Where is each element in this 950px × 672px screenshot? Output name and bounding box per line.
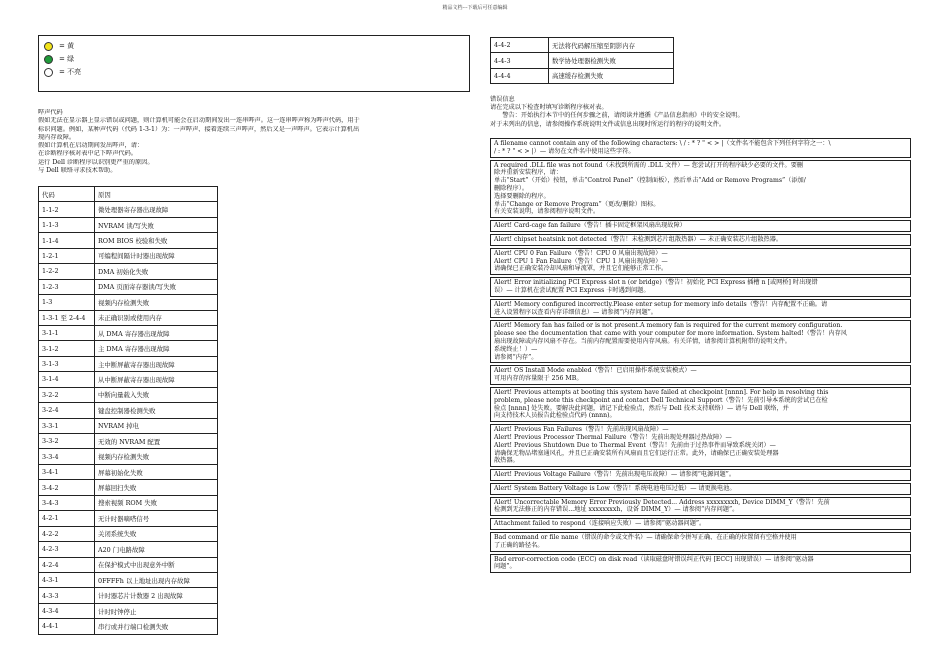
cause-cell: DMA 页面寄存器读/写失败 (95, 279, 218, 294)
error-message-line: Bad error-correction code (ECC) on disk read（读取磁盘时错误纠正代码 [ECC] 出现错误）— 请参阅“驱动器 (494, 555, 814, 563)
cause-cell: 高速缓存检测失败 (549, 68, 674, 83)
code-cell: 3-1-2 (39, 341, 95, 356)
code-cell: 3-2-2 (39, 387, 95, 402)
cause-cell: 0FFFFh 以上地址出现内存故障 (95, 572, 218, 587)
error-message-line: 问题”。 (494, 563, 516, 571)
cause-cell: 视频内存检测失败 (95, 449, 218, 464)
code-cell: 3-1-3 (39, 356, 95, 371)
cause-cell: 中断向量载入失败 (95, 387, 218, 402)
paragraph-line: 对于未列出的信息，请参阅操作系统说明文件或信息出现时所运行的程序的说明文件。 (490, 120, 726, 128)
beep-code-table-continued (490, 37, 674, 84)
error-message-line: 可用内存的容量限于 256 MB。 (494, 375, 583, 383)
error-messages-intro (490, 96, 910, 129)
beep-code-intro (38, 109, 478, 175)
cause-cell: 视频内存检测失败 (95, 295, 218, 310)
table-row (39, 310, 218, 325)
code-cell: 4-4-1 (39, 619, 95, 634)
legend-label: = 不亮 (59, 68, 82, 76)
error-message-line: 验点 [nnnn] 处失败。要解决此问题，请记下此检验点，然后与 Dell 技术支持联络）— 请与 Dell 联络，并 (494, 404, 789, 412)
error-message-line: / : * ? " < > |）— 请勿在文件名中使用这些字符。 (494, 147, 635, 155)
error-message-entry (490, 483, 911, 495)
table-row (39, 572, 218, 587)
table-row (39, 619, 218, 634)
table-row (39, 495, 218, 510)
code-cell: 3-2-4 (39, 403, 95, 418)
error-message-line: 除并重新安装程序，请： (494, 169, 563, 177)
code-cell: 4-3-4 (39, 603, 95, 618)
code-cell: 4-4-4 (491, 68, 549, 83)
table-row (39, 557, 218, 572)
table-row (39, 217, 218, 232)
cause-cell: 从中断屏蔽寄存器出现故障 (95, 372, 218, 387)
error-message-line: 扇出现故障或内存风扇不存在。当前内存配置需要使用内存风扇。有关详情，请参阅计算机附带的说明文件。 (494, 337, 791, 345)
paragraph-line: 运行 Dell 诊断程序以识别更严重的原因。 (38, 158, 154, 166)
code-cell: 3-3-1 (39, 418, 95, 433)
legend-label: = 绿 (59, 55, 75, 63)
code-cell: 4-3-1 (39, 572, 95, 587)
error-message-line: Alert! Card-cage fan failure（警告！插卡固定框架风扇出现故障） (494, 222, 686, 230)
table-row (39, 403, 218, 418)
cause-cell: 主中断屏蔽寄存器出现故障 (95, 356, 218, 371)
error-message-line: Alert! Previous Shutdown Due to Thermal Event（警告！先前由于过热事件而导致系统关闭）— (494, 441, 776, 449)
code-cell: 3-4-1 (39, 464, 95, 479)
error-message-entry (490, 387, 911, 422)
code-cell: 3-4-3 (39, 495, 95, 510)
cause-cell: 无计时器嘀嗒信号 (95, 511, 218, 526)
table-row (39, 279, 218, 294)
error-message-entry (490, 220, 911, 232)
error-message-line: Alert! Memory fan has failed or is not present.A memory fan is required for the current memory configuration. (494, 322, 843, 330)
table-row (39, 526, 218, 541)
cause-cell: 数学协处理器检测失败 (549, 53, 674, 68)
error-message-entry (490, 424, 911, 467)
error-message-entry (490, 299, 911, 319)
cause-cell: A20 门电路故障 (95, 542, 218, 557)
code-cell: 1-1-3 (39, 217, 95, 232)
error-message-line: Alert! Previous attempts at booting this system have failed at checkpoint [nnnn]. For help in resolving this (494, 388, 829, 396)
code-cell: 1-2-3 (39, 279, 95, 294)
code-cell: 1-2-2 (39, 264, 95, 279)
code-cell: 1-1-2 (39, 202, 95, 217)
table-row (39, 248, 218, 263)
error-message-line: Attachment failed to respond（连接响应失败）— 请参阅“驱动器问题”。 (494, 520, 706, 528)
code-cell: 4-2-3 (39, 542, 95, 557)
table-row (39, 325, 218, 340)
paragraph-line: 警告：开始执行本节中的任何步骤之前，请阅读并遵循《产品信息指南》中的安全说明。 (490, 112, 744, 120)
error-message-line: 请参阅“内存”。 (494, 353, 538, 361)
table-row (39, 387, 218, 402)
table-row (39, 434, 218, 449)
code-cell: 代码 (39, 187, 95, 202)
error-message-entry (490, 160, 911, 219)
cause-cell: 未正确识别或使用内存 (95, 310, 218, 325)
error-message-line: Alert! CPU 0 Fan Failure（警告！CPU 0 风扇出现故障）— (494, 249, 668, 257)
error-message-entry (490, 248, 911, 275)
error-message-entry (490, 320, 911, 363)
code-cell: 1-1-4 (39, 233, 95, 248)
paragraph-line: 标识问题。例如，某种声代码（代码 1-3-1）为：一声哔声、接着连续三声哔声，然后又是一声哔声。它表示计算机出 (38, 125, 360, 133)
error-message-entry (490, 497, 911, 517)
error-message-line: Alert! Error initializing PCI Express slot n (or bridge)（警告！初始化 PCI Express 插槽 n [或网桥] 时出现错 (494, 279, 818, 287)
cause-cell: 从 DMA 寄存器出现故障 (95, 325, 218, 340)
cause-cell: 屏幕初始化失败 (95, 464, 218, 479)
error-message-line: Alert! chipset heatsink not detected（警告！未检测到芯片组散热器）— 未正确安装芯片组散热器。 (494, 235, 783, 243)
table-row (39, 511, 218, 526)
table-row (39, 542, 218, 557)
error-message-entry (490, 469, 911, 481)
error-message-line: 删除程序）。 (494, 184, 529, 192)
error-message-entry (490, 532, 911, 552)
error-message-line: 向支持技术人员报告此检验点代码 (nnnn)。 (494, 412, 616, 420)
error-message-line: 散热器。 (494, 457, 519, 465)
cause-cell: 无效的 NVRAM 配置 (95, 434, 218, 449)
table-row (39, 449, 218, 464)
cause-cell: 计时时钟停止 (95, 603, 218, 618)
paragraph-line: 请在完成以下检查时填写诊断程序核对表。 (490, 104, 608, 112)
beep-code-table (38, 186, 218, 635)
error-message-line: Alert! System Battery Voltage is Low（警告！系统电池电压过低）— 请更换电池。 (494, 484, 736, 492)
paragraph-line: 错误信息 (490, 96, 515, 103)
error-message-line: Alert! Previous Fan Failures（警告！先前出现风扇故障）— (494, 426, 669, 434)
error-message-line: Alert! OS Install Mode enabled（警告！已启用操作系统安装模式）— (494, 367, 697, 375)
cause-cell: NVRAM 读/写失败 (95, 217, 218, 232)
error-message-line: 单击“Start”（开始）按钮，单击“Control Panel”（控制面板），然后单击“Add or Remove Programs”（添加/ (494, 177, 806, 185)
cause-cell: 计时器芯片计数器 2 出现故障 (95, 588, 218, 603)
table-row (39, 341, 218, 356)
cause-cell: 串行或并行端口检测失败 (95, 619, 218, 634)
table-row (39, 295, 218, 310)
cause-cell: 搜索视频 ROM 失败 (95, 495, 218, 510)
cause-cell: NVRAM 掉电 (95, 418, 218, 433)
error-message-line: 进入设置程序以查看内存详细信息）— 请参阅“内存问题”。 (494, 308, 657, 316)
legend-label: = 黄 (59, 42, 75, 50)
table-header-row (39, 187, 218, 202)
yellow-led-icon (44, 42, 53, 51)
paragraph-line: 现内存故障。 (38, 133, 76, 141)
table-row (39, 603, 218, 618)
paragraph-line: 哔声代码 (38, 109, 63, 116)
error-message-entry (490, 234, 911, 246)
code-cell: 3-1-1 (39, 325, 95, 340)
error-message-line: 请确保已正确安装冷却风扇和导流罩，并且它们能够正常工作。 (494, 265, 668, 273)
code-cell: 1-3 (39, 295, 95, 310)
error-message-entry (490, 554, 911, 574)
paragraph-line: 与 Dell 联络寻求技术帮助。 (38, 167, 117, 175)
table-row (39, 480, 218, 495)
table-row (39, 202, 218, 217)
error-message-line: 有关安装说明，请参阅程序说明文件。 (494, 208, 600, 216)
error-message-line: 检测到无法修正的内存错误...地址 xxxxxxxxh，设备 DIMM_Y）— 请参阅“内存问题”。 (494, 506, 739, 514)
error-message-line: Alert! CPU 1 Fan Failure（警告！CPU 1 风扇出现故障）— (494, 257, 668, 265)
code-cell: 3-3-2 (39, 434, 95, 449)
legend-yellow (44, 40, 74, 52)
error-message-line: 了正确的路径名。 (494, 541, 544, 549)
error-message-line: 选择要删除的程序。 (494, 192, 550, 200)
table-row (491, 68, 674, 83)
error-message-line: 请确保无物品堵塞通风孔，并且已正确安装所有风扇而且它们运行正常。此外，请确保已正确安装处理器 (494, 449, 779, 457)
cause-cell: ROM BIOS 校验和失败 (95, 233, 218, 248)
cause-cell: 原因 (95, 187, 218, 202)
table-row (39, 588, 218, 603)
error-message-line: please see the documentation that came with your computer for more information. System halted!（警告！内存风 (494, 330, 847, 338)
error-message-line: 单击“Change or Remove Program”（更改/删除）图标。 (494, 200, 660, 208)
cause-cell: 屏幕回扫失败 (95, 480, 218, 495)
cause-cell: 微处理器寄存器出现故障 (95, 202, 218, 217)
code-cell: 4-4-3 (491, 53, 549, 68)
page-header: 精品文档---下载后可任意编辑 (442, 5, 508, 11)
paragraph-line: 假如无法在显示器上显示错误或问题，则计算机可能会在启动期间发出一连串哔声。这一连串哔声称为哔声代码，用于 (38, 117, 360, 125)
code-cell: 4-2-2 (39, 526, 95, 541)
table-row (491, 53, 674, 68)
table-row (39, 418, 218, 433)
error-message-line: problem, please note this checkpoint and contact Dell Technical Support（警告！先前引导本系统的尝试已在检 (494, 396, 828, 404)
code-cell: 4-2-4 (39, 557, 95, 572)
error-message-line: 误）— 计算机在尝试配置 PCI Express 卡时遇到问题。 (494, 286, 650, 294)
error-message-list (490, 138, 911, 575)
table-row (39, 233, 218, 248)
error-message-line: Alert! Memory configured incorrectly.Please enter setup for memory info details（警告！内存配置不正确。请 (494, 300, 828, 308)
paragraph-line: 在诊断程序核对表中记下哔声代码。 (38, 150, 137, 158)
code-cell: 4-3-3 (39, 588, 95, 603)
error-message-line: 系统终止！）— (494, 345, 538, 353)
code-cell: 4-4-2 (491, 38, 549, 53)
cause-cell: 可编程间隔计时器出现故障 (95, 248, 218, 263)
code-cell: 1-3-1 至 2-4-4 (39, 310, 95, 325)
code-cell: 4-2-1 (39, 511, 95, 526)
cause-cell: 无法将代码解压缩至阴影内存 (549, 38, 674, 53)
table-row (39, 356, 218, 371)
error-message-line: A required .DLL file was not found（未找到所需的 .DLL 文件）— 您尝试打开的程序缺少必要的文件。要删 (494, 161, 804, 169)
error-message-entry (490, 518, 911, 530)
table-row (39, 372, 218, 387)
error-message-line: A filename cannot contain any of the following characters: \ / : * ? " < > |（文件名不能包含下列任何字符之一：\ (494, 140, 831, 147)
error-message-entry (490, 138, 911, 158)
cause-cell: 关闭系统失败 (95, 526, 218, 541)
error-message-entry (490, 365, 911, 385)
code-cell: 1-2-1 (39, 248, 95, 263)
cause-cell: 主 DMA 寄存器出现故障 (95, 341, 218, 356)
error-message-line: Alert! Previous Voltage Failure（警告！先前出现电压故障）— 请参阅“电源问题”。 (494, 471, 736, 479)
table-row (39, 264, 218, 279)
code-cell: 3-4-2 (39, 480, 95, 495)
error-message-line: Alert! Uncorrectable Memory Error Previously Detected... Address xxxxxxxxh, Device DIMM_Y（警告！先前 (494, 498, 830, 506)
code-cell: 3-3-4 (39, 449, 95, 464)
legend-green (44, 53, 74, 65)
off-led-icon (44, 68, 53, 77)
table-row (491, 38, 674, 53)
led-legend (38, 35, 470, 92)
table-row (39, 464, 218, 479)
paragraph-line: 假如计算机在启动期间发出哔声，请： (38, 142, 144, 150)
cause-cell: 在保护模式中出现意外中断 (95, 557, 218, 572)
cause-cell: 键盘控制器检测失败 (95, 403, 218, 418)
code-cell: 3-1-4 (39, 372, 95, 387)
error-message-line: Alert! Previous Processor Thermal Failure（警告！先前出现处理器过热故障）— (494, 433, 732, 441)
error-message-entry (490, 277, 911, 297)
green-led-icon (44, 55, 53, 64)
legend-off (44, 66, 81, 78)
cause-cell: DMA 初始化失败 (95, 264, 218, 279)
error-message-line: Bad command or file name（错误的命令或文件名）— 请确保命令拼写正确、在正确的位置留有空格并使用 (494, 534, 797, 542)
